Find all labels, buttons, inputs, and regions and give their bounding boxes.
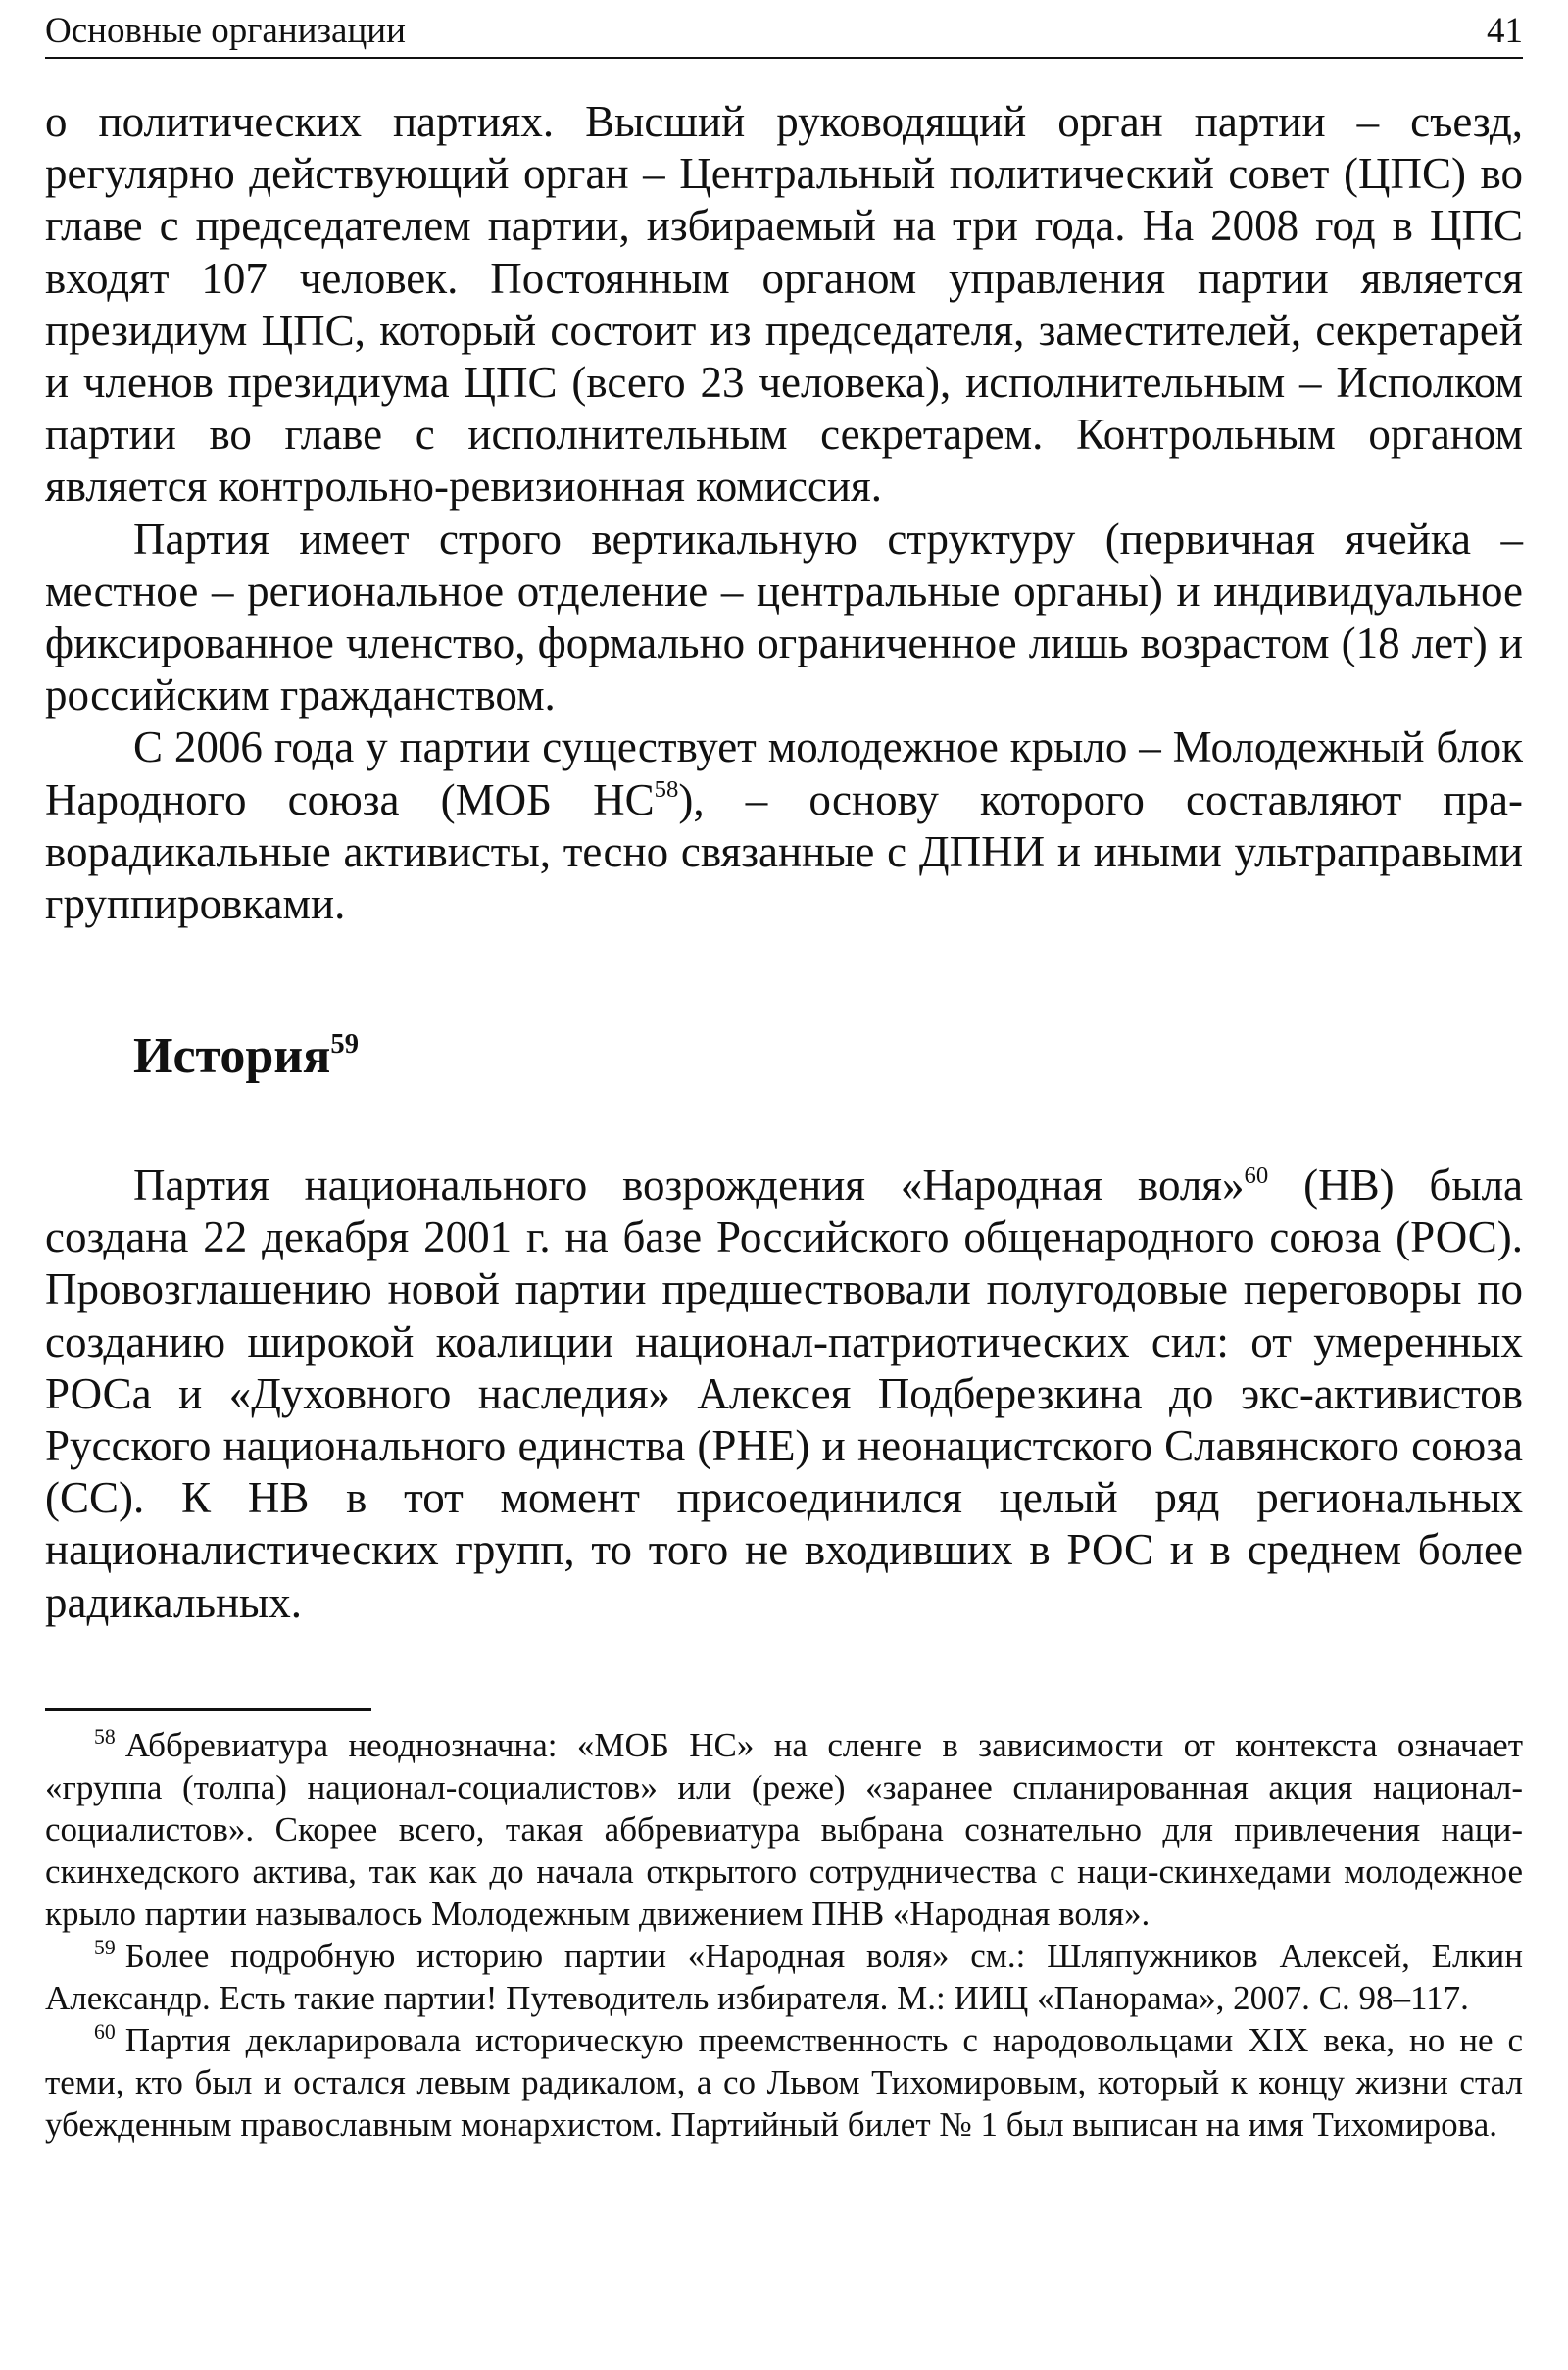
body-text-block <box>45 1160 1523 1629</box>
footnote <box>45 1724 1523 1935</box>
footnote-text: Партия декларировала историческую преемственность с народовольцами XIX века, но не с теми, кто был и остался левым радикалом, а со Львом Тихомировым, который к концу жизни стал убежденным православным монархистом. Партийный билет № 1 был выписан на имя Тихомирова. <box>45 2021 1523 2144</box>
footnote-separator <box>45 1708 371 1711</box>
footnote-text: Более подробную историю партии «Народная воля» см.: Шляпужников Алексей, Елкин Александр. Есть такие партии! Путеводитель избирателя. М.: ИИЦ «Панорама», 2007. С. 98–117. <box>45 1937 1523 2017</box>
footnotes <box>45 1724 1523 2146</box>
footnote-reference: 59 <box>330 1029 359 1061</box>
footnote-text: Аббревиатура неоднозначна: «МОБ НС» на сленге в зависимости от контекста означает «группа (толпа) национал-социалистов» или (реже) «заранее спланированная акция национал-социалистов». Скорее всего, такая аббревиатура выбрана сознательно для привлечения наци-скинхедского актива, так как до начала открытого сотрудничества с наци-скинхедами молодежное крыло партии называлось Молодежным движением ПНВ «Народная воля». <box>45 1726 1523 1933</box>
running-header <box>45 6 1523 59</box>
footnote-reference: 60 <box>1244 1161 1269 1189</box>
footnote <box>45 1935 1523 2019</box>
body-paragraph: о политических партиях. Высший руководящий орган партии – съезд, регулярно действующий орган – Центральный политический совет (ЦПС) во главе с председателем партии, избираемый на три года. На 2008 год в ЦПС входят 107 человек. Постоянным органом управления партии является президиум ЦПС, который состоит из председателя, заместителей, секретарей и членов президиума ЦПС (всего 23 человека), исполнительным – Исполком партии во главе с исполнительным секретарем. Контрольным органом является контрольно-ревизионная комиссия. <box>45 97 1523 512</box>
body-paragraph <box>45 1160 1523 1629</box>
paragraph-text: ), – основу которого составляют праворадикальные активисты, тесно связанные с ДПНИ и иными ультраправыми группировками. <box>45 774 1523 929</box>
running-title: Основные организации <box>45 11 406 51</box>
section-heading-text: История <box>133 1028 331 1084</box>
footnote-number: 58 <box>94 1725 116 1750</box>
body-paragraph <box>45 721 1523 930</box>
section-heading <box>133 1027 359 1086</box>
paragraph-text: Партия национального возрождения «Народная воля» <box>133 1160 1245 1210</box>
body-paragraph: Партия имеет строго вертикальную структуру (первичная ячейка – местное – региональное отделение – центральные органы) и индивидуальное фиксированное членство, формально ограниченное лишь возрастом (18 лет) и российским гражданством. <box>45 514 1523 720</box>
page-number: 41 <box>1487 11 1523 51</box>
paragraph-text: С 2006 года у партии существует молодежное крыло – Молодежный блок Народного союза (МОБ НС <box>45 722 1523 824</box>
paragraph-text: (НВ) была создана 22 декабря 2001 г. на базе Российского общенародного союза (РОС). Провозглашению новой партии предшествовали полугодовые переговоры по созданию широкой коалиции национал-патриотических сил: от умеренных РОСа и «Духовного наследия» Алексея Подберезкина до экс-активистов Русского национального единства (РНЕ) и неонацистского Славянского союза (СС). К НВ в тот момент присоединился целый ряд региональных националистических групп, то того не входивших в РОС и в среднем более радикальных. <box>45 1160 1523 1627</box>
footnote <box>45 2019 1523 2146</box>
footnote-number: 60 <box>94 2020 116 2045</box>
footnote-number: 59 <box>94 1936 116 1960</box>
footnote-reference: 58 <box>654 776 679 804</box>
body-text-block <box>45 96 1523 930</box>
